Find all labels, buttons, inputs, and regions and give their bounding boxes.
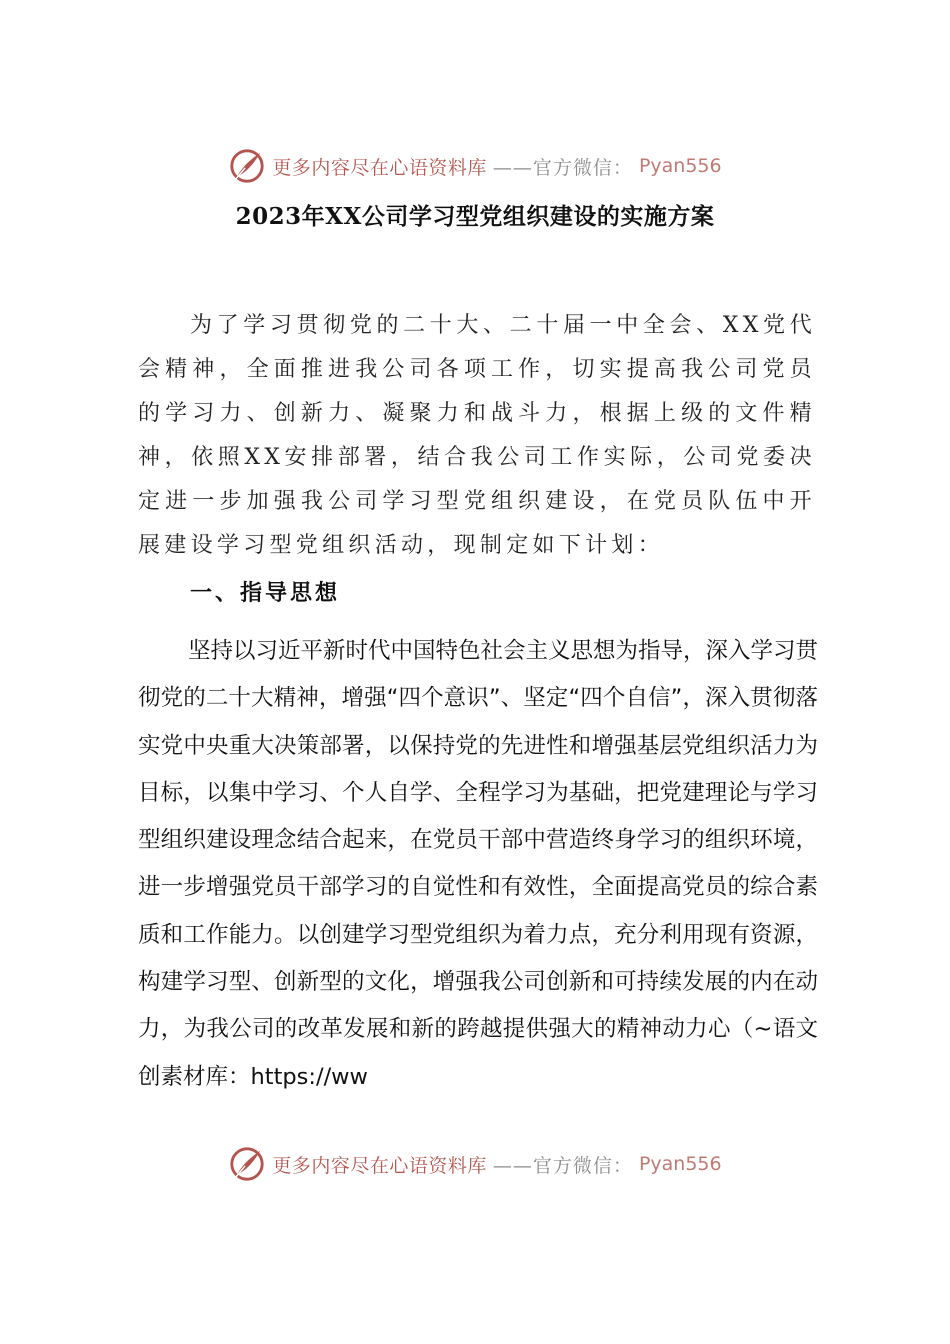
watermark-wechat-id: Pyan556: [638, 1153, 722, 1175]
watermark-wechat-id: Pyan556: [638, 155, 722, 177]
watermark-text: 更多内容尽在心语资料库: [272, 1154, 487, 1177]
header-watermark: [0, 144, 950, 188]
section-heading-guiding-ideology: 一、指导思想: [190, 581, 341, 606]
section-body-paragraph: 坚持以习近平新时代中国特色社会主义思想为指导，深入学习贯彻党的二十大精神，增强“四个意识”、坚定“四个自信”，深入贯彻落实党中央重大决策部署，以保持党的先进性和增强基层党组织活力为目标，以集中学习、个人自学、全程学习为基础，把党建理论与学习型组织建设理念结合起来，在党员干部中营造终身学习的组织环境，进一步增强党员干部学习的自觉性和有效性，全面提高党员的综合素质和工作能力。以创建学习型党组织为着力点，充分利用现有资源，构建学习型、创新型的文化，增强我公司创新和可持续发展的内在动力，为我公司的改革发展和新的跨越提供强大的精神动力心（~语文创素材库：https://ww: [138, 638, 818, 1090]
footer-watermark: [0, 1142, 950, 1186]
watermark-text: 更多内容尽在心语资料库: [272, 156, 487, 179]
quill-logo-icon: [228, 1145, 266, 1183]
intro-paragraph: 为了学习贯彻党的二十大、二十届一中全会、XX党代会精神，全面推进我公司各项工作，切实提高我公司党员的学习力、创新力、凝聚力和战斗力，根据上级的文件精神，依照XX安排部署，结合我公司工作实际，公司党委决定进一步加强我公司学习型党组织建设，在党员队伍中开展建设学习型党组织活动，现制定如下计划：: [138, 313, 816, 558]
watermark-separator: ——官方微信：: [492, 156, 633, 179]
document-title: 2023年XX公司学习型党组织建设的实施方案: [235, 203, 715, 230]
quill-logo-icon: [228, 147, 266, 185]
watermark-separator: ——官方微信：: [492, 1154, 633, 1177]
